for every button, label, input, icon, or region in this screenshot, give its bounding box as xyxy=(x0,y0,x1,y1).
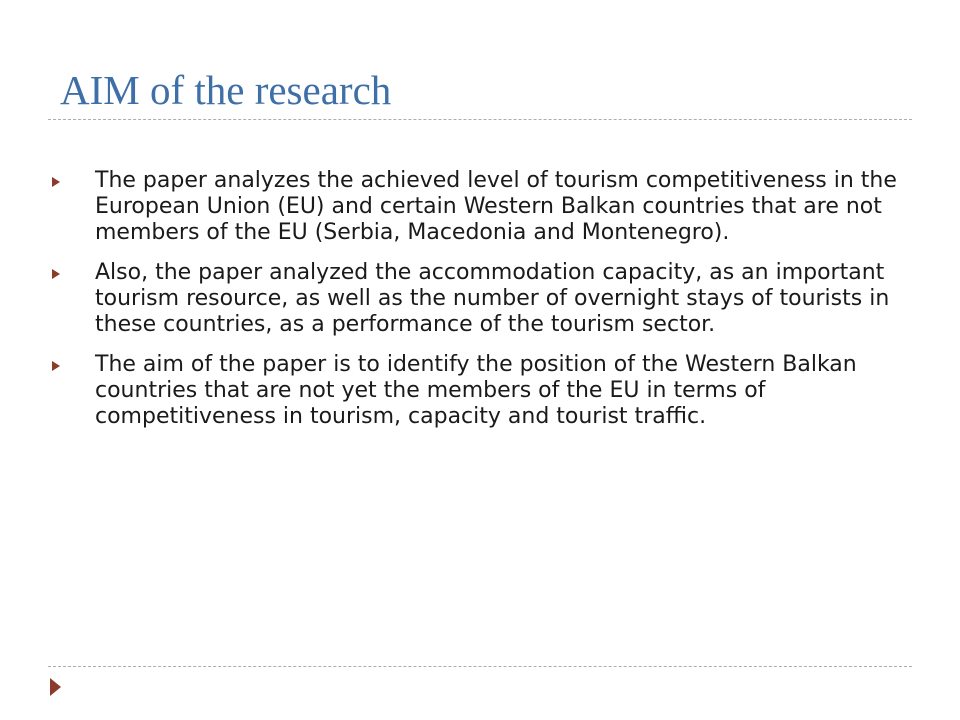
bullet-text: The paper analyzes the achieved level of tourism competitiveness in the European Union (EU) and certain Western Balkan countries that are not members of the EU (Serbia, Macedonia and Montenegro). xyxy=(95,168,897,245)
bullet-item xyxy=(46,352,916,430)
triangle-right-icon xyxy=(52,269,60,279)
slide-title: AIM of the research xyxy=(60,67,392,113)
footer-divider xyxy=(48,666,912,667)
title-divider xyxy=(48,119,912,120)
bullet-list xyxy=(46,168,916,444)
triangle-right-icon xyxy=(52,361,60,371)
bullet-item xyxy=(46,260,916,338)
bullet-item xyxy=(46,168,916,246)
bullet-text: Also, the paper analyzed the accommodation capacity, as an important tourism resource, as well as the number of overnight stays of tourists in these countries, as a performance of the tourism sector. xyxy=(95,260,890,337)
bullet-text: The aim of the paper is to identify the position of the Western Balkan countries that are not yet the members of the EU in terms of competitiveness in tourism, capacity and tourist traffic. xyxy=(95,352,857,429)
triangle-right-icon xyxy=(52,177,60,187)
footer-triangle-icon xyxy=(50,678,61,696)
